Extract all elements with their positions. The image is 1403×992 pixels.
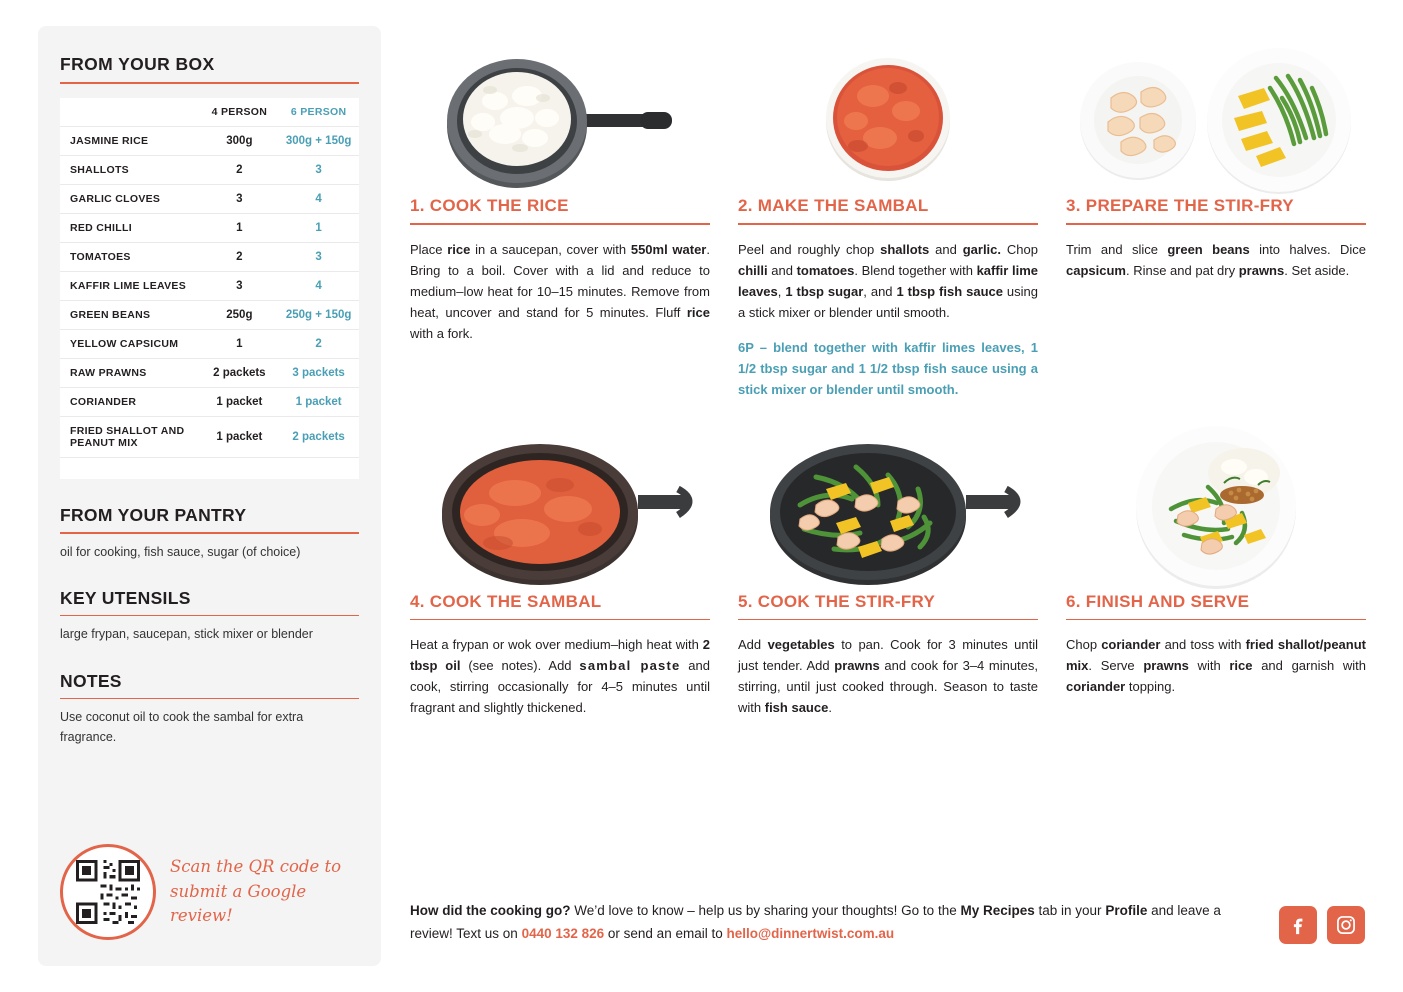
qty-6person: 3 [278,242,359,271]
sidebar [38,26,381,966]
step-6-title: 6. FINISH AND SERVE [1066,591,1250,611]
step-4 [410,592,710,719]
photo-bowl-of-red-sambal-paste [738,26,1038,196]
step-1 [410,196,710,400]
qty-6person: 4 [278,271,359,300]
ingredient-name: YELLOW CAPSICUM [60,329,201,358]
qty-4person: 1 packet [201,416,279,457]
table-row [60,358,359,387]
footer-my-recipes: My Recipes [960,903,1035,918]
qty-4person: 300g [201,126,279,155]
step-4-title: 4. COOK THE SAMBAL [410,591,602,611]
step-5 [738,592,1038,719]
table-header [60,98,359,127]
qty-4person: 2 packets [201,358,279,387]
ingredient-name: TOMATOES [60,242,201,271]
prep-plates-illustration [1066,26,1366,196]
table-row [60,126,359,155]
footer-text-3: and leave a review! Text us on [410,903,1221,941]
divider [1066,619,1366,621]
footer [410,900,1365,945]
photo-plated-stirfry-with-rice [1066,422,1366,592]
qty-6person: 2 [278,329,359,358]
step-2-body: Peel and roughly chop shallots and garlic. Chop chilli and tomatoes. Blend together with kaffir lime leaves, 1 tbsp sugar, and 1 tbsp fish sauce using a stick mixer or blender until smooth. [738,241,1039,320]
stirfry-frypan-illustration [738,417,1038,597]
qty-4person: 3 [201,271,279,300]
footer-profile: Profile [1105,903,1148,918]
col-4person-header: 4 PERSON [201,98,279,127]
divider [60,615,359,617]
table-row [60,155,359,184]
divider [60,82,359,84]
step-6-body: Chop coriander and toss with fried shallot/peanut mix. Serve prawns with rice and garnish with coriander topping. [1066,637,1367,695]
footer-text-2: tab in your [1034,903,1106,918]
photo-frypan-with-sambal-paste [410,422,710,592]
sambal-bowl-illustration [788,26,988,196]
ingredient-name: JASMINE RICE [60,126,201,155]
utensils-list: large frypan, saucepan, stick mixer or blender [60,627,313,642]
step-2 [738,196,1038,400]
ingredient-name: KAFFIR LIME LEAVES [60,271,201,300]
footer-email-link[interactable]: hello@dinnertwist.com.au [726,925,895,941]
photo-plates-of-prawns-beans-capsicum [1066,26,1366,196]
step-4-body: Heat a frypan or wok over medium–high heat with 2 tbsp oil (see notes). Add sambal paste and cook, stirring occasionally for 4–5 minutes until fragrant and slightly thickened. [410,637,710,716]
footer-message [410,900,1250,945]
col-ingredient-header [60,98,201,127]
divider [60,698,359,700]
footer-phone[interactable]: 0440 132 826 [521,925,605,941]
photo-frypan-with-prawn-stirfry [738,422,1038,592]
photo-row-1 [410,26,1365,196]
step-1-body: Place rice in a saucepan, cover with 550ml water. Bring to a boil. Cover with a lid and reduce to medium–low heat for 10–15 minutes. Remove from heat, uncover and stand for 5 minutes. Fluff rice with a fork. [410,241,710,341]
qty-6person: 300g + 150g [278,126,359,155]
col-6person-header: 6 PERSON [278,98,359,127]
from-your-pantry-heading: FROM YOUR PANTRY [60,505,247,525]
step-3-body: Trim and slice green beans into halves. Dice capsicum. Rinse and pat dry prawns. Set aside. [1066,241,1366,278]
from-your-box-heading: FROM YOUR BOX [60,54,215,74]
qty-6person: 4 [278,184,359,213]
table-row [60,300,359,329]
table-body [60,126,359,479]
instagram-glyph [1335,914,1357,936]
divider [738,619,1038,621]
step-2-title: 2. MAKE THE SAMBAL [738,196,929,215]
key-utensils-heading: KEY UTENSILS [60,587,191,608]
qr-code-icon [76,860,140,924]
footer-lead: How did the cooking go? [410,903,571,918]
footer-text-1: We’d love to know – help us by sharing your thoughts! Go to the [570,903,961,918]
table-row [60,329,359,358]
table-row [60,213,359,242]
photo-row-2 [410,422,1365,592]
divider [1066,223,1366,225]
divider [60,532,359,534]
table-header-row [60,98,359,127]
qty-4person: 3 [201,184,279,213]
ingredient-name: GREEN BEANS [60,300,201,329]
facebook-icon[interactable] [1279,906,1317,944]
ingredients-table [60,98,359,480]
step-6 [1066,592,1366,719]
saucepan-rice-illustration [435,26,685,196]
qty-6person: 1 packet [278,387,359,416]
step-5-body: Add vegetables to pan. Cook for 3 minutes until just tender. Add prawns and cook for 3–4 minutes, stirring, until just cooked through. Season to taste with fish sauce. [738,637,1039,716]
qty-4person: 1 [201,213,279,242]
ingredient-name: SHALLOTS [60,155,201,184]
sambal-frypan-illustration [410,417,710,597]
footer-text-4: or send an email to [604,925,727,941]
qty-4person: 1 [201,329,279,358]
instagram-icon[interactable] [1327,906,1365,944]
qr-review-text: Scan the QR code to submit a Google review! [170,856,342,926]
qty-4person: 2 [201,155,279,184]
table-row-spacer [60,457,359,479]
table-row [60,184,359,213]
ingredient-name: RAW PRAWNS [60,358,201,387]
table-row [60,242,359,271]
pantry-list: oil for cooking, fish sauce, sugar (of choice) [60,544,301,559]
step-5-title: 5. COOK THE STIR-FRY [738,591,936,611]
photo-saucepan-of-white-rice [410,26,710,196]
qty-6person: 1 [278,213,359,242]
step-row-1 [410,196,1365,400]
table-spacer-cell [60,457,359,479]
ingredient-name: GARLIC CLOVES [60,184,201,213]
steps-area [410,26,1365,719]
divider [410,619,710,621]
step-row-2 [410,592,1365,719]
qr-code-circle[interactable] [60,844,156,940]
ingredient-name: CORIANDER [60,387,201,416]
qr-review-block[interactable] [60,844,355,940]
notes-heading: NOTES [60,670,122,691]
divider [738,223,1038,225]
ingredient-name: FRIED SHALLOT AND PEANUT MIX [60,416,201,457]
qty-6person: 250g + 150g [278,300,359,329]
step-1-title: 1. COOK THE RICE [410,196,569,215]
step-2-alt-6person: 6P – blend together with kaffir limes leaves, 1 1/2 tbsp sugar and 1 1/2 tbsp fish sauce using a stick mixer or blender until smooth. [738,339,1038,397]
qty-4person: 2 [201,242,279,271]
ingredient-name: RED CHILLI [60,213,201,242]
qty-6person: 3 [278,155,359,184]
qty-4person: 250g [201,300,279,329]
table-row [60,271,359,300]
qty-6person: 2 packets [278,416,359,457]
table-row [60,416,359,457]
notes-body: Use coconut oil to cook the sambal for extra fragrance. [60,710,304,744]
divider [410,223,710,225]
social-links [1279,900,1365,944]
served-plate-illustration [1066,417,1366,597]
step-3-title: 3. PREPARE THE STIR-FRY [1066,196,1294,215]
qty-4person: 1 packet [201,387,279,416]
facebook-glyph [1287,914,1309,936]
table-row [60,387,359,416]
qty-6person: 3 packets [278,358,359,387]
step-3 [1066,196,1366,400]
